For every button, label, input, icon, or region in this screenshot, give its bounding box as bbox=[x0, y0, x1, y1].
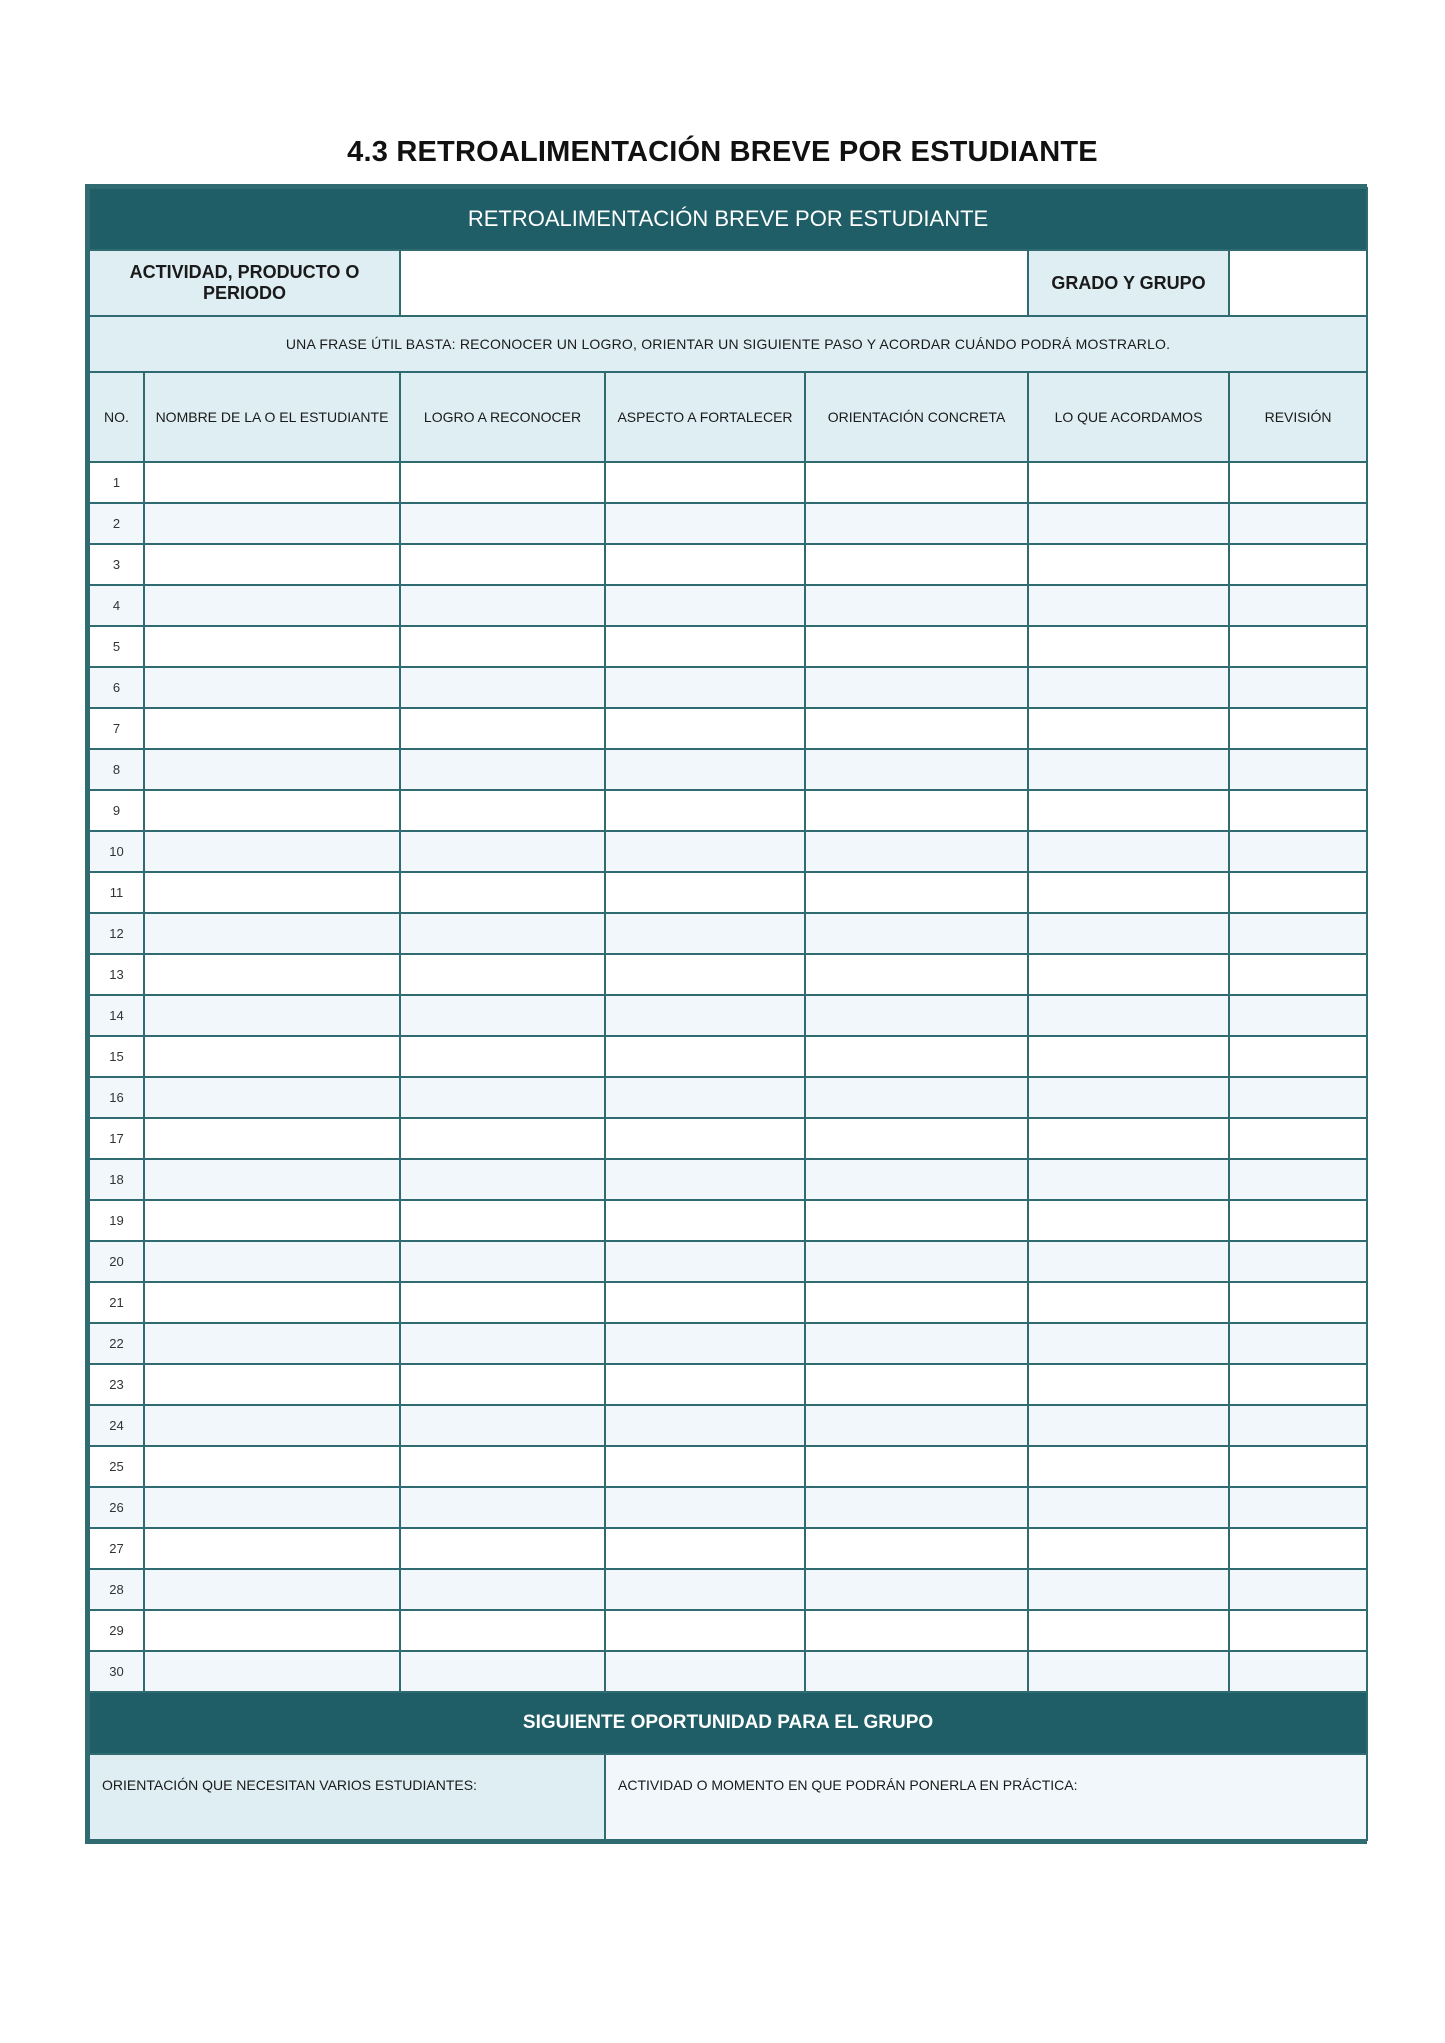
student-name-cell[interactable] bbox=[144, 1282, 400, 1323]
achievement-cell[interactable] bbox=[400, 1528, 605, 1569]
review-cell[interactable] bbox=[1229, 1569, 1367, 1610]
student-name-cell[interactable] bbox=[144, 503, 400, 544]
achievement-cell[interactable] bbox=[400, 708, 605, 749]
student-name-cell[interactable] bbox=[144, 1118, 400, 1159]
review-cell[interactable] bbox=[1229, 1241, 1367, 1282]
grade-field[interactable] bbox=[1229, 250, 1367, 316]
review-cell[interactable] bbox=[1229, 1323, 1367, 1364]
student-name-cell[interactable] bbox=[144, 585, 400, 626]
achievement-cell[interactable] bbox=[400, 1282, 605, 1323]
agreement-cell[interactable] bbox=[1028, 1487, 1229, 1528]
achievement-cell[interactable] bbox=[400, 1405, 605, 1446]
row-number: 22 bbox=[89, 1323, 144, 1364]
review-cell[interactable] bbox=[1229, 462, 1367, 503]
review-cell[interactable] bbox=[1229, 872, 1367, 913]
agreement-cell[interactable] bbox=[1028, 831, 1229, 872]
achievement-cell[interactable] bbox=[400, 913, 605, 954]
student-name-cell[interactable] bbox=[144, 790, 400, 831]
achievement-cell[interactable] bbox=[400, 1651, 605, 1692]
column-header-review: REVISIÓN bbox=[1229, 372, 1367, 462]
aspect-cell[interactable] bbox=[605, 1610, 805, 1651]
review-cell[interactable] bbox=[1229, 544, 1367, 585]
agreement-cell[interactable] bbox=[1028, 1364, 1229, 1405]
row-number: 4 bbox=[89, 585, 144, 626]
orientation-cell[interactable] bbox=[805, 585, 1028, 626]
review-cell[interactable] bbox=[1229, 790, 1367, 831]
student-name-cell[interactable] bbox=[144, 1159, 400, 1200]
row-number: 27 bbox=[89, 1528, 144, 1569]
agreement-cell[interactable] bbox=[1028, 1610, 1229, 1651]
table-row bbox=[89, 1282, 1367, 1323]
achievement-cell[interactable] bbox=[400, 954, 605, 995]
student-name-cell[interactable] bbox=[144, 1446, 400, 1487]
student-name-cell[interactable] bbox=[144, 1528, 400, 1569]
orientation-cell[interactable] bbox=[805, 831, 1028, 872]
review-cell[interactable] bbox=[1229, 585, 1367, 626]
column-header-agreement: LO QUE ACORDAMOS bbox=[1028, 372, 1229, 462]
achievement-cell[interactable] bbox=[400, 1364, 605, 1405]
agreement-cell[interactable] bbox=[1028, 1118, 1229, 1159]
orientation-cell[interactable] bbox=[805, 1569, 1028, 1610]
aspect-cell[interactable] bbox=[605, 708, 805, 749]
orientation-cell[interactable] bbox=[805, 872, 1028, 913]
review-cell[interactable] bbox=[1229, 626, 1367, 667]
aspect-cell[interactable] bbox=[605, 503, 805, 544]
agreement-cell[interactable] bbox=[1028, 1282, 1229, 1323]
aspect-cell[interactable] bbox=[605, 1118, 805, 1159]
student-name-cell[interactable] bbox=[144, 872, 400, 913]
table-row bbox=[89, 995, 1367, 1036]
student-name-cell[interactable] bbox=[144, 913, 400, 954]
agreement-cell[interactable] bbox=[1028, 954, 1229, 995]
orientation-cell[interactable] bbox=[805, 1036, 1028, 1077]
column-header-orientation: ORIENTACIÓN CONCRETA bbox=[805, 372, 1028, 462]
review-cell[interactable] bbox=[1229, 503, 1367, 544]
orientation-cell[interactable] bbox=[805, 1159, 1028, 1200]
page-title: 4.3 RETROALIMENTACIÓN BREVE POR ESTUDIANTE bbox=[347, 136, 1098, 168]
row-number: 20 bbox=[89, 1241, 144, 1282]
table-row bbox=[89, 749, 1367, 790]
table-row bbox=[89, 1241, 1367, 1282]
aspect-cell[interactable] bbox=[605, 831, 805, 872]
table-row bbox=[89, 544, 1367, 585]
agreement-cell[interactable] bbox=[1028, 667, 1229, 708]
achievement-cell[interactable] bbox=[400, 1323, 605, 1364]
student-name-cell[interactable] bbox=[144, 626, 400, 667]
row-number: 7 bbox=[89, 708, 144, 749]
aspect-cell[interactable] bbox=[605, 749, 805, 790]
agreement-cell[interactable] bbox=[1028, 872, 1229, 913]
orientation-cell[interactable] bbox=[805, 1077, 1028, 1118]
student-name-cell[interactable] bbox=[144, 1487, 400, 1528]
achievement-cell[interactable] bbox=[400, 790, 605, 831]
table-row bbox=[89, 1651, 1367, 1692]
agreement-cell[interactable] bbox=[1028, 1528, 1229, 1569]
review-cell[interactable] bbox=[1229, 1118, 1367, 1159]
grade-label: GRADO Y GRUPO bbox=[1028, 250, 1229, 316]
agreement-cell[interactable] bbox=[1028, 1241, 1229, 1282]
row-number: 17 bbox=[89, 1118, 144, 1159]
table-row bbox=[89, 708, 1367, 749]
aspect-cell[interactable] bbox=[605, 1282, 805, 1323]
student-name-cell[interactable] bbox=[144, 708, 400, 749]
achievement-cell[interactable] bbox=[400, 503, 605, 544]
student-name-cell[interactable] bbox=[144, 544, 400, 585]
aspect-cell[interactable] bbox=[605, 872, 805, 913]
review-cell[interactable] bbox=[1229, 1651, 1367, 1692]
student-name-cell[interactable] bbox=[144, 1651, 400, 1692]
achievement-cell[interactable] bbox=[400, 1610, 605, 1651]
orientation-cell[interactable] bbox=[805, 544, 1028, 585]
aspect-cell[interactable] bbox=[605, 1487, 805, 1528]
review-cell[interactable] bbox=[1229, 1159, 1367, 1200]
review-cell[interactable] bbox=[1229, 1487, 1367, 1528]
agreement-cell[interactable] bbox=[1028, 585, 1229, 626]
table-row bbox=[89, 1036, 1367, 1077]
orientation-cell[interactable] bbox=[805, 1118, 1028, 1159]
review-cell[interactable] bbox=[1229, 1610, 1367, 1651]
review-cell[interactable] bbox=[1229, 995, 1367, 1036]
row-number: 8 bbox=[89, 749, 144, 790]
row-number: 28 bbox=[89, 1569, 144, 1610]
orientation-cell[interactable] bbox=[805, 749, 1028, 790]
agreement-cell[interactable] bbox=[1028, 790, 1229, 831]
orientation-cell[interactable] bbox=[805, 1610, 1028, 1651]
table-row bbox=[89, 954, 1367, 995]
row-number: 24 bbox=[89, 1405, 144, 1446]
table-row bbox=[89, 503, 1367, 544]
aspect-cell[interactable] bbox=[605, 1200, 805, 1241]
student-name-cell[interactable] bbox=[144, 1405, 400, 1446]
feedback-form bbox=[85, 184, 1367, 1844]
orientation-cell[interactable] bbox=[805, 954, 1028, 995]
student-name-cell[interactable] bbox=[144, 1364, 400, 1405]
aspect-cell[interactable] bbox=[605, 1446, 805, 1487]
review-cell[interactable] bbox=[1229, 667, 1367, 708]
review-cell[interactable] bbox=[1229, 831, 1367, 872]
table-row bbox=[89, 913, 1367, 954]
student-name-cell[interactable] bbox=[144, 1077, 400, 1118]
aspect-cell[interactable] bbox=[605, 1364, 805, 1405]
footer-left-field[interactable] bbox=[89, 1754, 605, 1840]
row-number: 3 bbox=[89, 544, 144, 585]
footer-left-label: ORIENTACIÓN QUE NECESITAN VARIOS ESTUDIANTES: bbox=[102, 1777, 477, 1793]
orientation-cell[interactable] bbox=[805, 1323, 1028, 1364]
table-row bbox=[89, 1528, 1367, 1569]
orientation-cell[interactable] bbox=[805, 995, 1028, 1036]
aspect-cell[interactable] bbox=[605, 913, 805, 954]
orientation-cell[interactable] bbox=[805, 1241, 1028, 1282]
review-cell[interactable] bbox=[1229, 749, 1367, 790]
review-cell[interactable] bbox=[1229, 1405, 1367, 1446]
student-name-cell[interactable] bbox=[144, 1036, 400, 1077]
achievement-cell[interactable] bbox=[400, 1159, 605, 1200]
table-row bbox=[89, 790, 1367, 831]
agreement-cell[interactable] bbox=[1028, 1159, 1229, 1200]
table-row bbox=[89, 831, 1367, 872]
agreement-cell[interactable] bbox=[1028, 626, 1229, 667]
achievement-cell[interactable] bbox=[400, 667, 605, 708]
feedback-table bbox=[88, 187, 1368, 1841]
column-header-student-name: NOMBRE DE LA O EL ESTUDIANTE bbox=[144, 372, 400, 462]
review-cell[interactable] bbox=[1229, 1036, 1367, 1077]
row-number: 5 bbox=[89, 626, 144, 667]
column-header-aspect: ASPECTO A FORTALECER bbox=[605, 372, 805, 462]
orientation-cell[interactable] bbox=[805, 1282, 1028, 1323]
table-row bbox=[89, 1323, 1367, 1364]
achievement-cell[interactable] bbox=[400, 462, 605, 503]
table-row bbox=[89, 626, 1367, 667]
student-name-cell[interactable] bbox=[144, 1200, 400, 1241]
orientation-cell[interactable] bbox=[805, 790, 1028, 831]
review-cell[interactable] bbox=[1229, 1528, 1367, 1569]
agreement-cell[interactable] bbox=[1028, 462, 1229, 503]
agreement-cell[interactable] bbox=[1028, 1077, 1229, 1118]
row-number: 16 bbox=[89, 1077, 144, 1118]
footer-right-label: ACTIVIDAD O MOMENTO EN QUE PODRÁN PONERLA EN PRÁCTICA: bbox=[618, 1777, 1078, 1793]
row-number: 11 bbox=[89, 872, 144, 913]
row-number: 21 bbox=[89, 1282, 144, 1323]
achievement-cell[interactable] bbox=[400, 1241, 605, 1282]
row-number: 12 bbox=[89, 913, 144, 954]
table-row bbox=[89, 1405, 1367, 1446]
table-row bbox=[89, 585, 1367, 626]
table-row bbox=[89, 1159, 1367, 1200]
student-name-cell[interactable] bbox=[144, 749, 400, 790]
aspect-cell[interactable] bbox=[605, 544, 805, 585]
student-name-cell[interactable] bbox=[144, 1569, 400, 1610]
agreement-cell[interactable] bbox=[1028, 503, 1229, 544]
aspect-cell[interactable] bbox=[605, 1569, 805, 1610]
achievement-cell[interactable] bbox=[400, 749, 605, 790]
review-cell[interactable] bbox=[1229, 708, 1367, 749]
agreement-cell[interactable] bbox=[1028, 1405, 1229, 1446]
aspect-cell[interactable] bbox=[605, 1405, 805, 1446]
achievement-cell[interactable] bbox=[400, 1487, 605, 1528]
achievement-cell[interactable] bbox=[400, 1569, 605, 1610]
aspect-cell[interactable] bbox=[605, 667, 805, 708]
row-number: 14 bbox=[89, 995, 144, 1036]
row-number: 26 bbox=[89, 1487, 144, 1528]
student-name-cell[interactable] bbox=[144, 1323, 400, 1364]
achievement-cell[interactable] bbox=[400, 872, 605, 913]
column-header-no: NO. bbox=[89, 372, 144, 462]
table-row bbox=[89, 462, 1367, 503]
achievement-cell[interactable] bbox=[400, 995, 605, 1036]
review-cell[interactable] bbox=[1229, 1282, 1367, 1323]
achievement-cell[interactable] bbox=[400, 585, 605, 626]
table-row bbox=[89, 1077, 1367, 1118]
table-row bbox=[89, 1364, 1367, 1405]
agreement-cell[interactable] bbox=[1028, 1569, 1229, 1610]
orientation-cell[interactable] bbox=[805, 708, 1028, 749]
table-row bbox=[89, 1118, 1367, 1159]
table-row bbox=[89, 1200, 1367, 1241]
orientation-cell[interactable] bbox=[805, 626, 1028, 667]
student-name-cell[interactable] bbox=[144, 462, 400, 503]
row-number: 6 bbox=[89, 667, 144, 708]
table-banner: RETROALIMENTACIÓN BREVE POR ESTUDIANTE bbox=[89, 188, 1367, 250]
orientation-cell[interactable] bbox=[805, 503, 1028, 544]
footer-right-field[interactable] bbox=[605, 1754, 1367, 1840]
agreement-cell[interactable] bbox=[1028, 749, 1229, 790]
aspect-cell[interactable] bbox=[605, 790, 805, 831]
aspect-cell[interactable] bbox=[605, 1528, 805, 1569]
achievement-cell[interactable] bbox=[400, 626, 605, 667]
orientation-cell[interactable] bbox=[805, 1487, 1028, 1528]
agreement-cell[interactable] bbox=[1028, 544, 1229, 585]
row-number: 25 bbox=[89, 1446, 144, 1487]
row-number: 9 bbox=[89, 790, 144, 831]
review-cell[interactable] bbox=[1229, 1077, 1367, 1118]
review-cell[interactable] bbox=[1229, 1446, 1367, 1487]
aspect-cell[interactable] bbox=[605, 1241, 805, 1282]
orientation-cell[interactable] bbox=[805, 462, 1028, 503]
orientation-cell[interactable] bbox=[805, 667, 1028, 708]
orientation-cell[interactable] bbox=[805, 1651, 1028, 1692]
row-number: 19 bbox=[89, 1200, 144, 1241]
aspect-cell[interactable] bbox=[605, 462, 805, 503]
table-row bbox=[89, 872, 1367, 913]
agreement-cell[interactable] bbox=[1028, 913, 1229, 954]
review-cell[interactable] bbox=[1229, 913, 1367, 954]
orientation-cell[interactable] bbox=[805, 1200, 1028, 1241]
agreement-cell[interactable] bbox=[1028, 1036, 1229, 1077]
row-number: 30 bbox=[89, 1651, 144, 1692]
agreement-cell[interactable] bbox=[1028, 1651, 1229, 1692]
orientation-cell[interactable] bbox=[805, 1405, 1028, 1446]
column-header-achievement: LOGRO A RECONOCER bbox=[400, 372, 605, 462]
column-header-row bbox=[89, 372, 1367, 462]
row-number: 18 bbox=[89, 1159, 144, 1200]
achievement-cell[interactable] bbox=[400, 1200, 605, 1241]
orientation-cell[interactable] bbox=[805, 1528, 1028, 1569]
achievement-cell[interactable] bbox=[400, 544, 605, 585]
aspect-cell[interactable] bbox=[605, 1036, 805, 1077]
student-name-cell[interactable] bbox=[144, 1610, 400, 1651]
review-cell[interactable] bbox=[1229, 1200, 1367, 1241]
agreement-cell[interactable] bbox=[1028, 708, 1229, 749]
agreement-cell[interactable] bbox=[1028, 1446, 1229, 1487]
instruction-text: UNA FRASE ÚTIL BASTA: RECONOCER UN LOGRO, ORIENTAR UN SIGUIENTE PASO Y ACORDAR CUÁNDO PODRÁ MOSTRARLO. bbox=[89, 316, 1367, 372]
student-name-cell[interactable] bbox=[144, 667, 400, 708]
achievement-cell[interactable] bbox=[400, 1446, 605, 1487]
aspect-cell[interactable] bbox=[605, 1159, 805, 1200]
achievement-cell[interactable] bbox=[400, 1077, 605, 1118]
aspect-cell[interactable] bbox=[605, 1077, 805, 1118]
footer-banner: SIGUIENTE OPORTUNIDAD PARA EL GRUPO bbox=[89, 1692, 1367, 1754]
achievement-cell[interactable] bbox=[400, 1036, 605, 1077]
agreement-cell[interactable] bbox=[1028, 1323, 1229, 1364]
aspect-cell[interactable] bbox=[605, 1323, 805, 1364]
agreement-cell[interactable] bbox=[1028, 1200, 1229, 1241]
orientation-cell[interactable] bbox=[805, 1446, 1028, 1487]
agreement-cell[interactable] bbox=[1028, 995, 1229, 1036]
table-row bbox=[89, 1487, 1367, 1528]
student-name-cell[interactable] bbox=[144, 1241, 400, 1282]
aspect-cell[interactable] bbox=[605, 995, 805, 1036]
achievement-cell[interactable] bbox=[400, 1118, 605, 1159]
row-number: 10 bbox=[89, 831, 144, 872]
student-name-cell[interactable] bbox=[144, 831, 400, 872]
aspect-cell[interactable] bbox=[605, 1651, 805, 1692]
orientation-cell[interactable] bbox=[805, 1364, 1028, 1405]
row-number: 23 bbox=[89, 1364, 144, 1405]
aspect-cell[interactable] bbox=[605, 954, 805, 995]
aspect-cell[interactable] bbox=[605, 585, 805, 626]
activity-label: ACTIVIDAD, PRODUCTO O PERIODO bbox=[89, 250, 400, 316]
student-name-cell[interactable] bbox=[144, 995, 400, 1036]
aspect-cell[interactable] bbox=[605, 626, 805, 667]
activity-field[interactable] bbox=[400, 250, 1028, 316]
table-row bbox=[89, 667, 1367, 708]
review-cell[interactable] bbox=[1229, 954, 1367, 995]
row-number: 2 bbox=[89, 503, 144, 544]
table-row bbox=[89, 1569, 1367, 1610]
orientation-cell[interactable] bbox=[805, 913, 1028, 954]
student-name-cell[interactable] bbox=[144, 954, 400, 995]
review-cell[interactable] bbox=[1229, 1364, 1367, 1405]
row-number: 13 bbox=[89, 954, 144, 995]
row-number: 29 bbox=[89, 1610, 144, 1651]
table-row bbox=[89, 1446, 1367, 1487]
row-number: 15 bbox=[89, 1036, 144, 1077]
row-number: 1 bbox=[89, 462, 144, 503]
achievement-cell[interactable] bbox=[400, 831, 605, 872]
table-row bbox=[89, 1610, 1367, 1651]
